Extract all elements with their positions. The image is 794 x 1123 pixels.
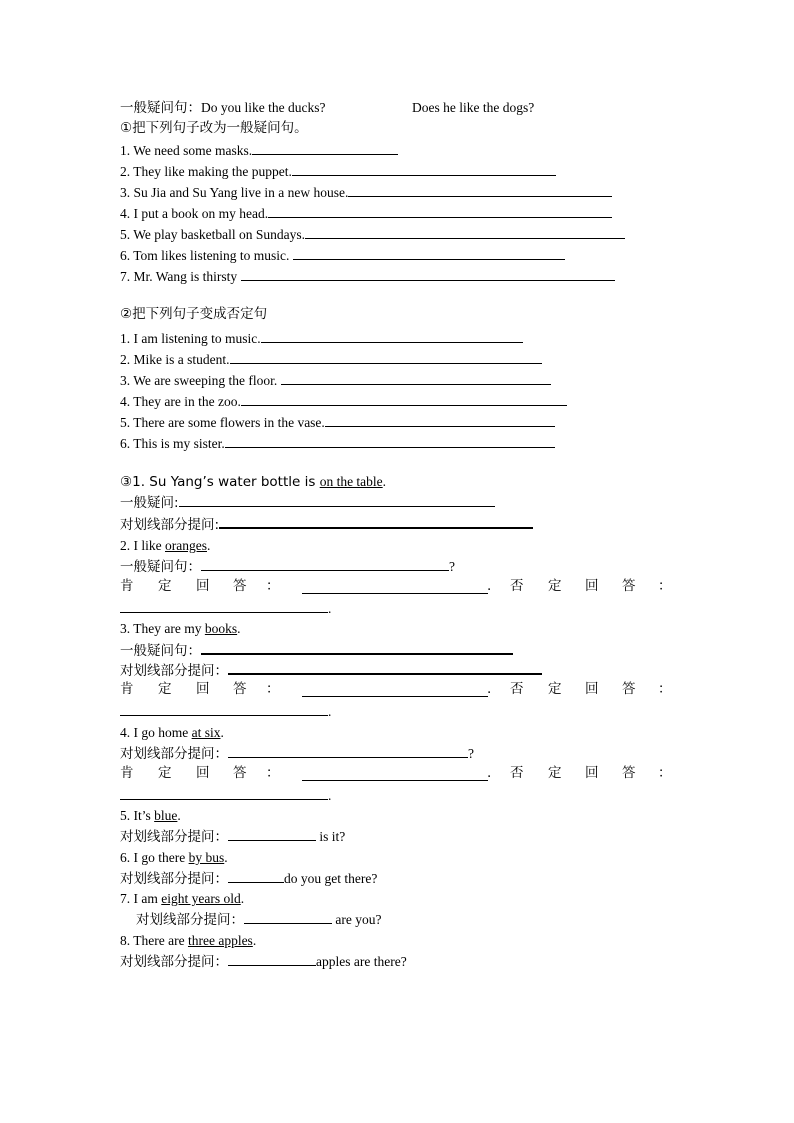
s2-item-5-text: 5. There are some flowers in the vase. <box>120 415 325 430</box>
s3-q4-neg-line <box>120 785 331 805</box>
s3-q1-general-label: 一般疑问: <box>120 495 179 511</box>
s3-q3-special <box>120 659 542 679</box>
pos-colon: ： <box>266 681 280 697</box>
s3-q6 <box>120 848 228 868</box>
s3-q1-suffix: . <box>382 474 387 489</box>
s3-q8-special <box>120 951 407 971</box>
pos-char: 肯 <box>120 765 134 781</box>
s2-answer-4[interactable] <box>241 391 567 406</box>
s3-q3-general-answer[interactable] <box>201 639 513 655</box>
s3-q2-suffix: . <box>206 538 211 553</box>
s2-item-6-text: 6. This is my sister. <box>120 436 225 451</box>
s3-q1-special <box>120 513 533 533</box>
s1-item-2 <box>120 161 556 181</box>
s2-item-3-text: 3. We are sweeping the floor. <box>120 373 278 388</box>
s3-q6-special <box>120 868 377 888</box>
s2-item-4 <box>120 391 567 411</box>
neg-char: 否 <box>510 765 524 781</box>
s3-q4-special-answer[interactable] <box>228 743 468 758</box>
s3-q3-neg-line <box>120 701 331 721</box>
s3-q4-prefix: 4. I go home <box>120 725 192 740</box>
s3-q8-underlined: three apples <box>187 933 253 948</box>
s3-q5-special <box>120 826 345 846</box>
s3-q7-special-label: 对划线部分提问： <box>136 912 244 928</box>
s3-q8-suffix: . <box>252 933 257 948</box>
s3-q3-neg-answer[interactable] <box>120 701 328 716</box>
pos-char: 定 <box>158 765 172 781</box>
s1-item-5 <box>120 224 625 244</box>
s1-item-4-text: 4. I put a book on my head. <box>120 206 269 221</box>
s3-q4-pos-answer[interactable] <box>302 766 488 781</box>
s3-q5-tail: is it? <box>319 829 346 844</box>
s3-q5-special-answer[interactable] <box>228 826 316 841</box>
neg-char: 回 <box>585 578 599 594</box>
s3-q3-special-label: 对划线部分提问： <box>120 663 228 679</box>
s3-q7-special <box>136 909 381 929</box>
intro-line <box>120 98 535 118</box>
s3-q8-special-label: 对划线部分提问： <box>120 954 228 970</box>
s3-q6-underlined: by bus <box>188 850 225 865</box>
s2-item-5 <box>120 412 555 432</box>
s3-q3-pos-answer[interactable] <box>302 682 488 697</box>
pos-colon: ： <box>266 578 280 594</box>
s1-item-3 <box>120 182 612 202</box>
section-2-title: ②把下列句子变成否定句 <box>120 306 268 322</box>
s3-q2-neg-answer[interactable] <box>120 598 328 613</box>
s2-item-2 <box>120 349 542 369</box>
intro-example-2: Does he like the dogs? <box>412 100 535 115</box>
s1-item-6 <box>120 245 565 265</box>
s3-q4 <box>120 723 224 743</box>
s3-q3-suffix: . <box>237 621 241 636</box>
s3-q7-special-answer[interactable] <box>244 909 332 924</box>
s2-answer-3[interactable] <box>281 370 551 385</box>
s3-q4-answers <box>120 763 672 783</box>
neg-char: 回 <box>585 681 599 697</box>
s1-item-3-text: 3. Su Jia and Su Yang live in a new house. <box>120 185 349 200</box>
s3-q6-prefix: 6. I go there <box>120 850 189 865</box>
neg-char: 回 <box>585 765 599 781</box>
s3-q2-answers <box>120 576 672 596</box>
s1-answer-4[interactable] <box>268 203 612 218</box>
s1-answer-7[interactable] <box>241 266 615 281</box>
s3-q3-special-answer[interactable] <box>228 659 542 675</box>
neg-char: 答 <box>622 681 636 697</box>
s3-q4-special <box>120 743 474 763</box>
neg-colon: ： <box>658 681 672 697</box>
s3-q8-prefix: 8. There are <box>120 933 188 948</box>
s3-q8-tail: apples are there? <box>316 954 407 969</box>
neg-char: 定 <box>548 578 562 594</box>
s3-q5-suffix: . <box>177 808 181 823</box>
s3-q8-special-answer[interactable] <box>228 951 316 966</box>
s3-q2-prefix: 2. I like <box>120 538 165 553</box>
s3-q3-answers <box>120 679 672 699</box>
s3-q1-general <box>120 492 495 512</box>
neg-char: 答 <box>622 578 636 594</box>
period: . <box>328 788 332 803</box>
s3-q6-special-label: 对划线部分提问： <box>120 871 228 887</box>
s2-answer-6[interactable] <box>225 433 555 448</box>
intro-example-1: Do you like the ducks? <box>201 100 326 115</box>
s3-q5-underlined: blue <box>154 808 178 823</box>
s2-item-1-text: 1. I am listening to music. <box>120 331 261 346</box>
s3-q6-suffix: . <box>224 850 228 865</box>
s2-item-1 <box>120 328 523 348</box>
s3-q4-suffix: . <box>220 725 224 740</box>
separator: . <box>487 578 492 594</box>
s3-q2-general-label: 一般疑问句： <box>120 559 201 575</box>
s3-q5 <box>120 806 181 826</box>
s1-answer-6[interactable] <box>293 245 565 260</box>
separator: . <box>487 765 492 781</box>
s2-answer-1[interactable] <box>261 328 523 343</box>
s1-item-4 <box>120 203 612 223</box>
neg-char: 否 <box>510 578 524 594</box>
s2-item-6 <box>120 433 555 453</box>
s2-item-3 <box>120 370 551 390</box>
pos-char: 答 <box>233 578 247 594</box>
s3-q3 <box>120 619 241 639</box>
s3-q4-special-label: 对划线部分提问： <box>120 746 228 762</box>
s3-q1-general-answer[interactable] <box>179 492 495 507</box>
s2-answer-5[interactable] <box>325 412 555 427</box>
pos-char: 回 <box>196 578 210 594</box>
s1-item-1 <box>120 140 398 160</box>
neg-char: 定 <box>548 765 562 781</box>
s1-item-1-text: 1. We need some masks. <box>120 143 253 158</box>
pos-char: 回 <box>196 765 210 781</box>
pos-char: 定 <box>158 681 172 697</box>
s2-answer-2[interactable] <box>230 349 542 364</box>
separator: . <box>487 681 492 697</box>
s3-q1-special-label: 对划线部分提问: <box>120 517 220 533</box>
s1-item-2-text: 2. They like making the puppet. <box>120 164 292 179</box>
s3-q4-underlined: at six <box>191 725 221 740</box>
s3-q7-underlined: eight years old <box>161 891 241 906</box>
s3-q2-general-answer[interactable] <box>201 556 449 571</box>
period: . <box>328 601 332 616</box>
intro-label: 一般疑问句： <box>120 100 201 116</box>
s3-q6-special-answer[interactable] <box>228 868 284 883</box>
neg-colon: ： <box>658 578 672 594</box>
s1-item-7-text: 7. Mr. Wang is thirsty <box>120 269 238 284</box>
pos-char: 肯 <box>120 578 134 594</box>
pos-colon: ： <box>266 765 280 781</box>
s3-q3-prefix: 3. They are my <box>120 621 205 636</box>
s3-q7-tail: are you? <box>335 912 382 927</box>
pos-char: 回 <box>196 681 210 697</box>
neg-char: 定 <box>548 681 562 697</box>
pos-char: 答 <box>233 765 247 781</box>
s3-q1-prefix: ③1. Su Yang’s water bottle is <box>120 474 320 490</box>
s3-q8 <box>120 931 256 951</box>
s3-q1 <box>120 472 386 492</box>
pos-char: 定 <box>158 578 172 594</box>
s3-q3-general <box>120 639 513 659</box>
s3-q2-general <box>120 556 455 576</box>
pos-char: 肯 <box>120 681 134 697</box>
s3-q2-pos-answer[interactable] <box>302 579 488 594</box>
s3-q2-underlined: oranges <box>165 538 207 553</box>
neg-colon: ： <box>658 765 672 781</box>
neg-char: 答 <box>622 765 636 781</box>
s3-q3-general-label: 一般疑问句： <box>120 643 201 659</box>
s3-q1-special-answer[interactable] <box>219 513 533 529</box>
s3-q5-prefix: 5. It’s <box>120 808 155 823</box>
s3-q7-suffix: . <box>240 891 245 906</box>
s1-item-5-text: 5. We play basketball on Sundays. <box>120 227 306 242</box>
s1-answer-3[interactable] <box>348 182 612 197</box>
period: . <box>328 704 332 719</box>
s3-q4-neg-answer[interactable] <box>120 785 328 800</box>
s3-q4-qmark: ? <box>468 746 474 761</box>
s3-q7 <box>120 889 244 909</box>
s1-item-6-text: 6. Tom likes listening to music. <box>120 248 290 263</box>
s3-q2-neg-line <box>120 598 331 618</box>
s3-q7-prefix: 7. I am <box>120 891 162 906</box>
section-1-title: ①把下列句子改为一般疑问句。 <box>120 120 308 136</box>
s3-q3-underlined: books <box>204 621 238 636</box>
s3-q1-underlined: on the table <box>319 474 383 489</box>
s3-q6-tail: do you get there? <box>284 871 378 886</box>
s2-item-4-text: 4. They are in the zoo. <box>120 394 241 409</box>
neg-char: 否 <box>510 681 524 697</box>
s1-answer-1[interactable] <box>252 140 398 155</box>
s1-item-7 <box>120 266 615 286</box>
s3-q5-special-label: 对划线部分提问： <box>120 829 228 845</box>
s2-item-2-text: 2. Mike is a student. <box>120 352 230 367</box>
s3-q2-qmark: ? <box>449 559 455 574</box>
s1-answer-5[interactable] <box>305 224 625 239</box>
s1-answer-2[interactable] <box>292 161 556 176</box>
s3-q2 <box>120 536 210 556</box>
pos-char: 答 <box>233 681 247 697</box>
